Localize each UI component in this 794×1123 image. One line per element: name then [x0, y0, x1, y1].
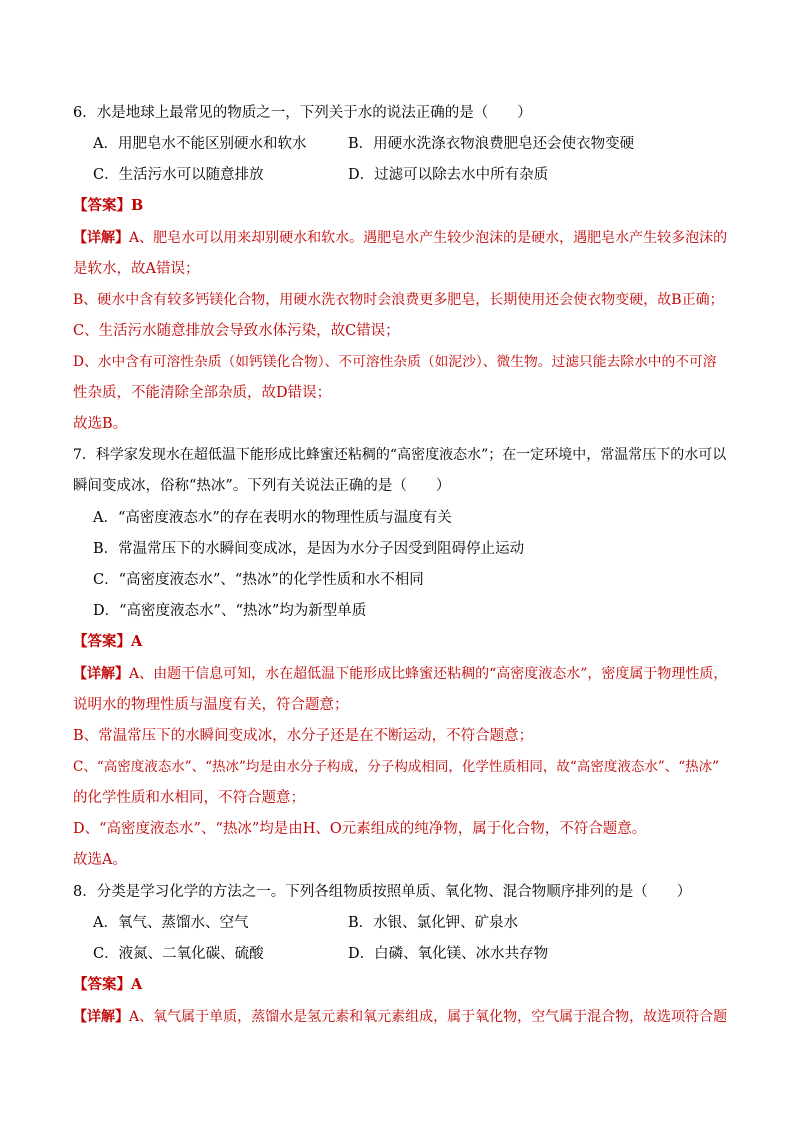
q7-detail-line-7: 故选A。 — [73, 852, 127, 868]
q6-answer — [73, 196, 143, 216]
detail-tag: 【详解】 — [73, 1009, 129, 1025]
detail-tag: 【详解】 — [73, 666, 129, 682]
q7-detail-line-4: C、“高密度液态水”、“热冰”均是由水分子构成，分子构成相同，化学性质相同，故“高密度液态水”、“热冰” — [73, 759, 720, 775]
q6-option-c: C．生活污水可以随意排放 — [93, 167, 264, 183]
q7-detail-line-1: 【详解】A、由题干信息可知，水在超低温下能形成比蜂蜜还粘稠的“高密度液态水”，密度属于物理性质， — [73, 666, 728, 682]
q6-stem: 6．水是地球上最常见的物质之一，下列关于水的说法正确的是（ ） — [73, 105, 532, 121]
q8-detail-line-1: 【详解】A、氧气属于单质，蒸馏水是氢元素和氧元素组成，属于氧化物，空气属于混合物，故选项符合题 — [73, 1009, 728, 1025]
q6-detail-line-4: C、生活污水随意排放会导致水体污染，故C错误； — [73, 323, 400, 339]
answer-value: B — [131, 197, 144, 214]
q8-stem: 8．分类是学习化学的方法之一。下列各组物质按照单质、氧化物、混合物顺序排列的是（ ） — [73, 884, 692, 900]
answer-value: A — [131, 976, 143, 993]
q7-stem-line-1: 7．科学家发现水在超低温下能形成比蜂蜜还粘稠的“高密度液态水”；在一定环境中，常温常压下的水可以 — [73, 447, 727, 463]
detail-tag: 【详解】 — [73, 230, 129, 246]
q8-option-a: A．氧气、蒸馏水、空气 — [93, 915, 249, 931]
q8-answer — [73, 975, 142, 995]
q6-detail-line-1: 【详解】A、肥皂水可以用来却别硬水和软水。遇肥皂水产生较少泡沫的是硬水，遇肥皂水产生较多泡沫的 — [73, 230, 728, 246]
q6-detail-line-5: D、水中含有可溶性杂质（如钙镁化合物）、不可溶性杂质（如泥沙）、微生物。过滤只能去除水中的不可溶 — [73, 354, 717, 370]
q6-option-d: D．过滤可以除去水中所有杂质 — [348, 167, 549, 183]
answer-tag: 【答案】 — [73, 633, 131, 650]
q6-detail-line-6: 性杂质，不能清除全部杂质，故D错误； — [73, 385, 332, 401]
answer-value: A — [131, 633, 143, 650]
q7-answer — [73, 632, 142, 652]
answer-tag: 【答案】 — [73, 197, 131, 214]
q6-option-a: A．用肥皂水不能区别硬水和软水 — [93, 136, 307, 152]
q7-detail-line-2: 说明水的物理性质与温度有关，符合题意； — [73, 697, 349, 713]
q8-option-c: C．液氮、二氧化碳、硫酸 — [93, 946, 264, 962]
q7-detail-line-6: D、“高密度液态水”、“热冰”均是由H、O元素组成的纯净物，属于化合物，不符合题意。 — [73, 821, 647, 837]
q8-option-b: B．水银、氯化钾、矿泉水 — [348, 915, 519, 931]
q7-stem-line-2: 瞬间变成冰，俗称“热冰”。下列有关说法正确的是（ ） — [73, 478, 451, 494]
q7-option-a: A．“高密度液态水”的存在表明水的物理性质与温度有关 — [93, 510, 452, 526]
q6-option-b: B．用硬水洗涤衣物浪费肥皂还会使衣物变硬 — [348, 136, 635, 152]
q7-detail-line-5: 的化学性质和水相同，不符合题意； — [73, 790, 305, 806]
q7-option-b: B．常温常压下的水瞬间变成冰，是因为水分子因受到阻碍停止运动 — [93, 541, 525, 557]
q6-detail-line-2: 是软水，故A错误； — [73, 261, 200, 277]
q8-option-d: D．白磷、氧化镁、冰水共存物 — [348, 946, 549, 962]
q7-detail-line-3: B、常温常压下的水瞬间变成冰，水分子还是在不断运动，不符合题意； — [73, 728, 534, 744]
q7-option-d: D．“高密度液态水”、“热冰”均为新型单质 — [93, 603, 367, 619]
q6-detail-line-3: B、硬水中含有较多钙镁化合物，用硬水洗衣物时会浪费更多肥皂，长期使用还会使衣物变硬，故B正确； — [73, 292, 724, 308]
q7-option-c: C．“高密度液态水”、“热冰”的化学性质和水不相同 — [93, 572, 424, 588]
answer-tag: 【答案】 — [73, 976, 131, 993]
q6-detail-line-7: 故选B。 — [73, 416, 128, 432]
